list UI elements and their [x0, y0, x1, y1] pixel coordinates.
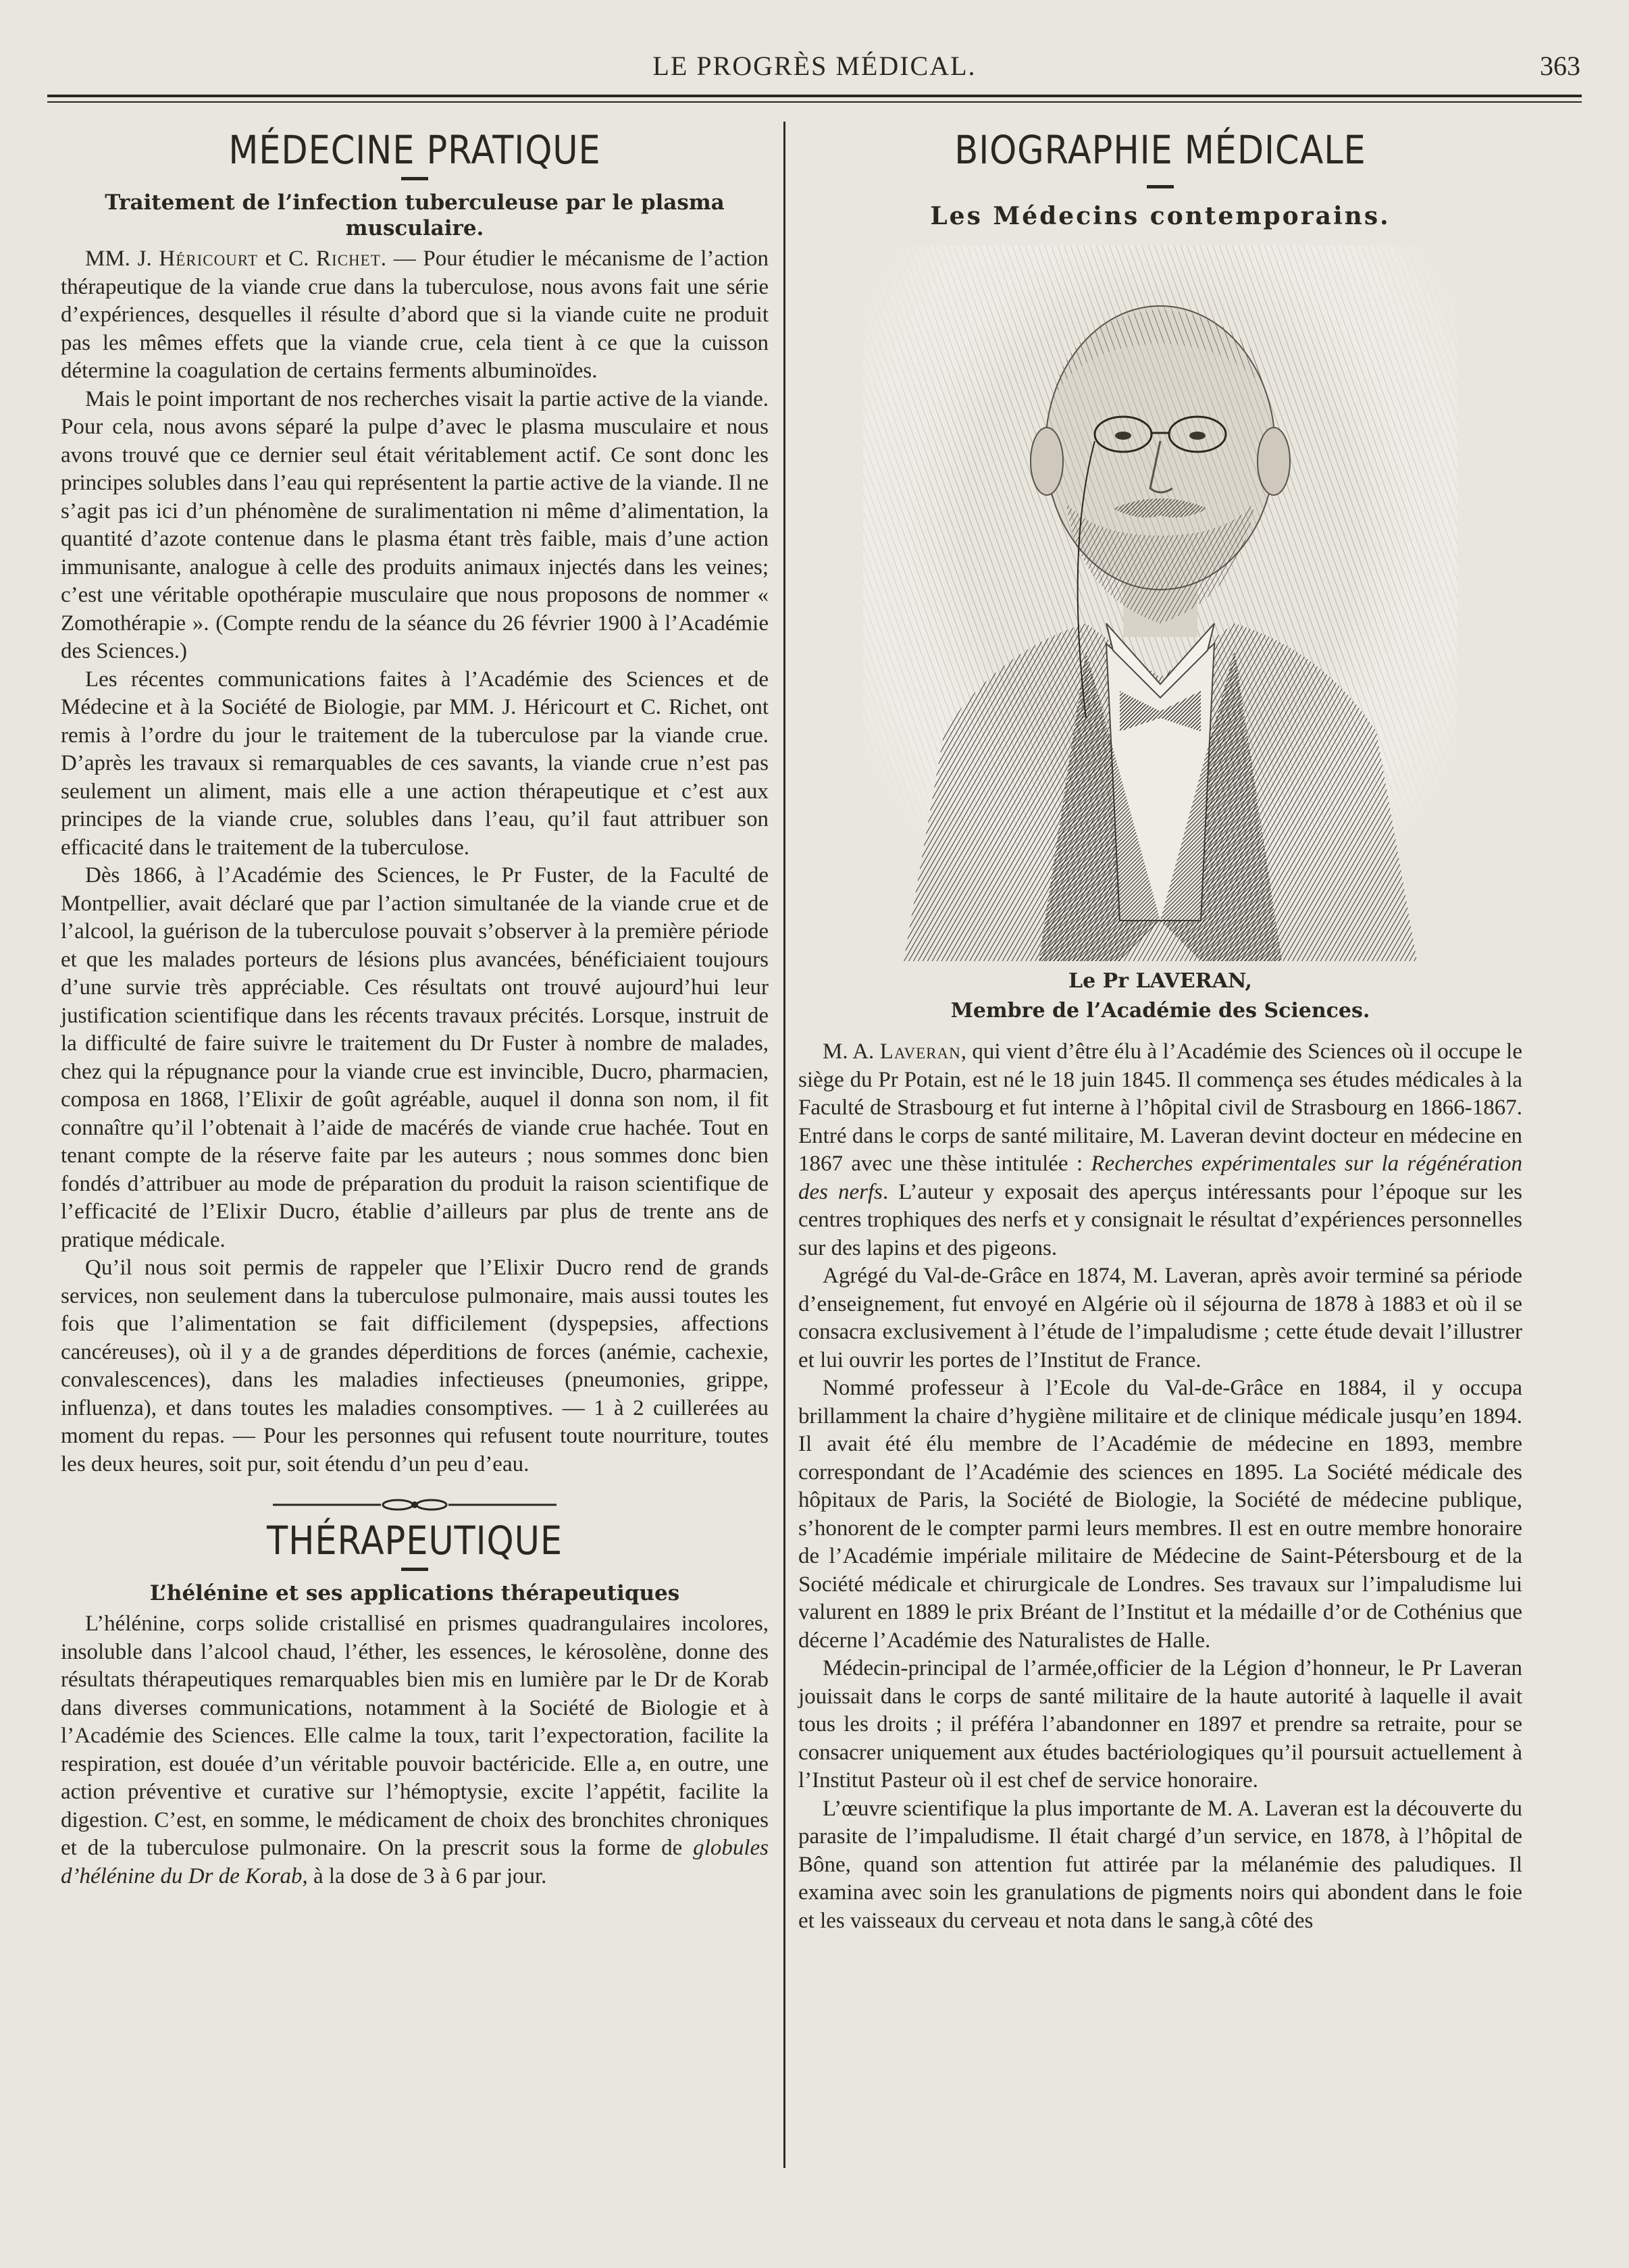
portrait-caption-name: Le Pr LAVERAN, [1068, 969, 1252, 993]
author-name: Héricourt [159, 247, 258, 271]
paragraph: Nommé professeur à l’Ecole du Val-de-Grâce en 1884, il y occupa brillamment la chaire d’hygiène militaire et de clinique médicale jusqu’en 1894. Il avait été élu membre de l’Académie de médecine en 1893, membre correspondant de l’Académie des sciences en 1895. La Société médicale des hôpitaux de Paris, la Société de Biologie, la Société de médecine publique, s’honorent de le compter parmi leurs membres. Il est en outre membre honoraire de l’Académie impériale militaire de Médecine de Saint-Pétersbourg et de la Société médicale et chirurgicale de Londres. Ses travaux sur l’impaludisme lui valurent en 1889 le prix Bréant de l’Institut et la médaille d’or de Cothénius que décerne l’Académie des Naturalistes de Halle. [798, 1376, 1522, 1653]
section-heading-medecine-pratique: MÉDECINE PRATIQUE [228, 127, 601, 173]
heading-dash [401, 177, 428, 180]
section-subheading: Les Médecins contemporains. [930, 202, 1391, 230]
paragraph: Agrégé du Val-de-Grâce en 1874, M. Laveran, après avoir terminé sa période d’enseignement, fut envoyé en Algérie où il séjourna de 1878 à 1883 et où il se consacra exclusivement à l’étude de l’impaludisme ; cette étude devait l’illustrer et lui ouvrir les portes de l’Institut de France. [798, 1264, 1522, 1372]
running-head [47, 45, 1582, 92]
section-heading-biographie: BIOGRAPHIE MÉDICALE [954, 127, 1366, 173]
header-rule [47, 95, 1582, 97]
paragraph: Les récentes communications faites à l’Académie des Sciences et de Médecine et à la Société de Biologie, par MM. J. Héricourt et C. Richet, ont remis à l’ordre du jour le traitement de la tuberculose par la viande crue. D’après les travaux si remarquables de ces savants, la viande crue n’est pas seulement un aliment, mais elle a une action thérapeutique et c’est aux principes de la viande crue, solubles dans l’eau, qu’il faut attribuer son efficacité dans le traitement de la tuberculose. [61, 667, 769, 860]
article-title-helenine: L’hélénine et ses applications thérapeutiques [149, 1581, 680, 1605]
paragraph [798, 1038, 1522, 1262]
ornamental-rule [273, 1497, 557, 1512]
text-run: . L’auteur y exposait des aperçus intéressants pour l’époque sur les centres trophiques des nerfs et y consignait le résultat d’expériences personnelles sur des lapins et des pigeons. [798, 1179, 1522, 1260]
portrait-caption-title: Membre de l’Académie des Sciences. [950, 999, 1370, 1023]
heading-dash [1147, 185, 1174, 188]
subject-name: Laveran [879, 1039, 961, 1064]
paragraph [61, 245, 769, 386]
biography-body [798, 1038, 1522, 1935]
article-title-plasma: Traitement de l’infection tuberculeuse par le plasma musculaire. [105, 190, 725, 240]
column-divider [783, 122, 785, 2168]
text-run: M. A. [823, 1039, 880, 1064]
text-run: , à la dose de 3 à 6 par jour. [302, 1863, 547, 1888]
paragraph: Médecin-principal de l’armée,officier de la Légion d’honneur, le Pr Laveran jouissait dans le corps de santé militaire de la haute autorité à laquelle il avait tous les droits ; il préféra l’abandonner en 1897 et prendre sa retraite, pour se consacrer uniquement aux études bactériologiques qu’il poursuit actuellement à l’Institut Pasteur où il est chef de service honoraire. [798, 1656, 1522, 1793]
page-number: 363 [1540, 51, 1580, 81]
paragraph: Qu’il nous soit permis de rappeler que l’Elixir Ducro rend de grands services, non seulement dans la tuberculose pulmonaire, mais aussi toutes les fois que l’alimentation se fait difficilement (dyspepsies, affections cancéreuses), où il y a de grandes déperditions de forces (anémie, cachexie, convalescences), dans les maladies infectieuses (pneumonies, grippe, influenza), et dans toutes les maladies consomptives. — 1 à 2 cuillerées au moment du repas. — Pour les personnes qui refusent toute nourriture, toutes les deux heures, soit pur, soit étendu d’un peu d’eau. [61, 1256, 769, 1476]
paragraph: L’œuvre scientifique la plus importante de M. A. Laveran est la découverte du parasite de l’impaludisme. Il était chargé d’un service, en 1878, à l’hôpital de Bône, quand son attention fut attirée par la mélanémie des paludiques. Il examina avec soin les granulations de pigments noirs qui abondent dans le foie et les vaisseaux du cerveau et nota dans le sang,à côté des [798, 1796, 1522, 1933]
heading-dash [401, 1568, 428, 1571]
article-body-helenine [61, 1610, 769, 1890]
paragraph: Mais le point important de nos recherches visait la partie active de la viande. Pour cela, nous avons séparé la pulpe d’avec le plasma musculaire et nous avons trouvé que ce dernier seul était véritablement actif. Ce sont donc les principes solubles dans l’eau qui représentent la partie active de la viande. Il ne s’agit pas ici d’un phénomène de suralimentation ni même d’alimentation, la quantité d’azote contenue dans le plasma étant très faible, mais d’une action immunisante, analogue à celle des produits animaux injectés dans les veines; c’est une véritable opothérapie musculaire que nous proposons de nommer « Zomothérapie ». (Compte rendu de la séance du 26 février 1900 à l’Académie des Sciences.) [61, 386, 769, 663]
thesis-title: Recherches expérimentales sur la régénération des nerfs [798, 1152, 1522, 1204]
right-column [798, 122, 1522, 1935]
portrait-engraving [863, 245, 1457, 961]
text-run: , qui vient d’être élu à l’Académie des Sciences où il occupe le siège du Pr Potain, est né le 18 juin 1845. Il commença ses études médicales à la Faculté de Strasbourg et fut interne à l’hôpital civil de Strasbourg en 1866-1867. Entré dans le corps de santé militaire, M. Laveran devint docteur en médecine en 1867 avec une thèse intitulée : [798, 1039, 1522, 1176]
text-run: L’hélénine, corps solide cristallisé en prismes quadrangulaires incolores, insoluble dans l’alcool chaud, l’éther, les essences, le kérosolène, donne des résultats thérapeutiques remarquables bien mis en lumière par le Dr de Korab dans diverses communications, notamment à la Société de Biologie et à l’Académie des Sciences. Elle calme la toux, tarit l’expectoration, facilite la respiration, est douée d’un véritable pouvoir bactéricide. Elle a, en outre, une action préventive et curative sur l’hémoptysie, excite l’appétit, facilite la digestion. C’est, en somme, le médicament de choix des bronchites chroniques et de la tuberculose pulmonaire. On la prescrit sous la forme de [61, 1612, 769, 1860]
text-run: . — Pour étudier le mécanisme de l’action thérapeutique de la viande crue dans la tuberculose, nous avons fait une série d’expériences, desquelles il résulte d’abord que si la viande cuite ne produit pas les mêmes effets que la viande crue, cela tient à ce que la cuisson détermine la coagulation de certains ferments albuminoïdes. [61, 247, 769, 383]
text-run: et C. [257, 247, 317, 271]
italic-run: globules d’hélénine du Dr de Korab [61, 1836, 769, 1888]
paragraph [61, 1610, 769, 1890]
journal-title: LE PROGRÈS MÉDICAL. [652, 51, 977, 81]
article-body-plasma [61, 245, 769, 1478]
header-rule-thin [47, 101, 1582, 103]
left-column [61, 122, 769, 1890]
author-name: Richet [316, 247, 381, 271]
section-heading-therapeutique: THÉRAPEUTIQUE [267, 1518, 563, 1564]
paragraph: Dès 1866, à l’Académie des Sciences, le Pr Fuster, de la Faculté de Montpellier, avait déclaré que par l’action simultanée de la viande crue et de l’alcool, la guérison de la tuberculose pouvait s’observer à la première période et que les malades porteurs de lésions plus avancées, bénéficiaient toujours d’une survie très appréciable. Ces résultats ont trouvé aujourd’hui leur justification scientifique dans les récents travaux précités. Lorsque, instruit de la difficulté de faire suivre le traitement du Dr Fuster à nombre de malades, chez qui la répugnance pour la viande crue est invincible, Ducro, pharmacien, composa en 1868, l’Elixir de goût agréable, auquel il donna son nom, il fit connaître qu’il l’obtenait à l’aide de macérés de viande crue hachée. Tout en tenant compte de la réserve faite par les auteurs ; nous sommes donc bien fondés d’attribuer au mode de préparation du produit la raison scientifique de l’efficacité de l’Elixir Ducro, établie d’ailleurs par plus de trente ans de pratique médicale. [61, 863, 769, 1252]
text-run: MM. J. [85, 247, 159, 271]
